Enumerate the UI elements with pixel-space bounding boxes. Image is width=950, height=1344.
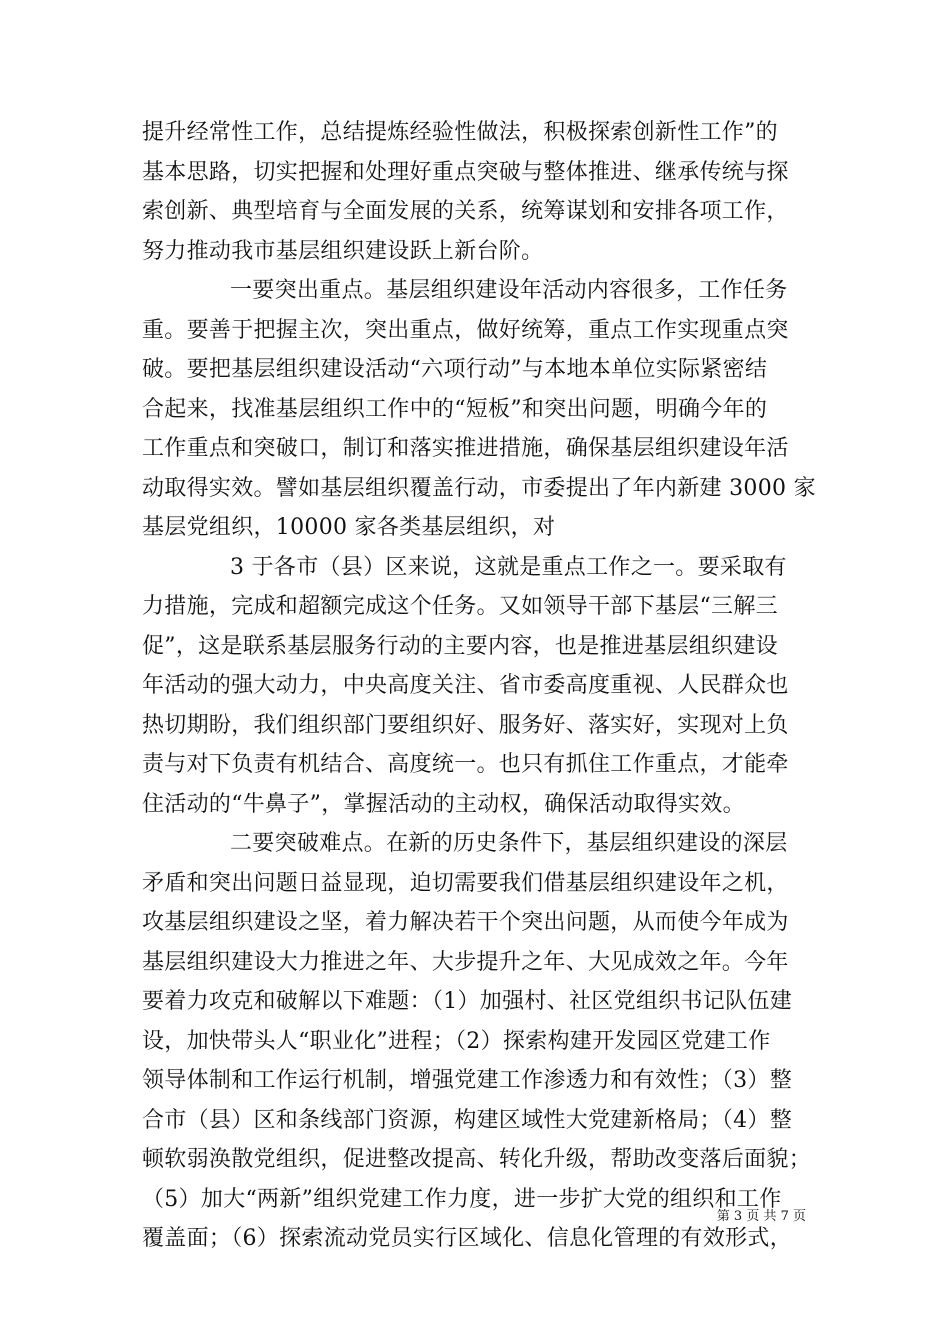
text-line: 年活动的强大动力，中央高度关注、省市委高度重视、人民群众也 [142, 673, 789, 698]
text-line: 重。要善于把握主次，突出重点，做好统筹，重点工作实现重点突 [142, 317, 789, 343]
text-line: 提升经常性工作，总结提炼经验性做法，积极探索创新性工作”的 [142, 120, 778, 145]
paragraph-first-line: 3 于各市（县）区来说，这就是重点工作之一。要采取有 [230, 554, 787, 580]
text-line: 基层党组织，10000 家各类基层组织，对 [142, 515, 556, 540]
text-line: 矛盾和突出问题日益显现，迫切需要我们借基层组织建设年之机， [142, 870, 789, 896]
text-line: 索创新、典型培育与全面发展的关系，统筹谋划和安排各项工作， [142, 199, 789, 224]
text-line: 动取得实效。譬如基层组织覆盖行动，市委提出了年内新建 3000 家 [142, 475, 816, 501]
text-line: 攻基层组织建设之坚，着力解决若干个突出问题，从而使今年成为 [142, 910, 789, 935]
text-line: 基层组织建设大力推进之年、大步提升之年、大见成效之年。今年 [142, 949, 789, 975]
paragraph-first-line: 一要突出重点。基层组织建设年活动内容很多，工作任务 [230, 278, 788, 303]
text-line: 责与对下负责有机结合、高度统一。也只有抓住工作重点，才能牵 [142, 752, 789, 777]
text-line: 顿软弱涣散党组织，促进整改提高、转化升级，帮助改变落后面貌； [142, 1147, 812, 1172]
document-body [142, 113, 816, 1259]
text-line: 促”，这是联系基层服务行动的主要内容，也是推进基层组织建设 [142, 633, 778, 659]
text-line: 覆盖面；（6）探索流动党员实行区域化、信息化管理的有效形式， [142, 1226, 792, 1251]
page-footer: 第 3 页 共 7 页 [716, 1209, 806, 1224]
text-line: 合起来，找准基层组织工作中的“短板”和突出问题，明确今年的 [142, 396, 768, 422]
paragraph-first-line: 二要突破难点。在新的历史条件下，基层组织建设的深层 [230, 831, 788, 856]
text-line: 设，加快带头人“职业化”进程；（2）探索构建开发园区党建工作 [142, 1028, 771, 1054]
text-line: 领导体制和工作运行机制，增强党建工作渗透力和有效性；（3）整 [142, 1068, 792, 1093]
text-line: （5）加大“两新”组织党建工作力度，进一步扩大党的组织和工作 [142, 1186, 782, 1212]
text-line: 热切期盼，我们组织部门要组织好、服务好、落实好，实现对上负 [142, 712, 789, 738]
text-line: 努力推动我市基层组织建设跃上新台阶。 [142, 238, 544, 264]
text-line: 合市（县）区和条线部门资源，构建区域性大党建新格局；（4）整 [142, 1107, 792, 1133]
text-line: 住活动的“牛鼻子”，掌握活动的主动权，确保活动取得实效。 [142, 791, 745, 817]
text-line: 基本思路，切实把握和处理好重点突破与整体推进、继承传统与探 [142, 159, 789, 185]
text-line: 工作重点和突破口，制订和落实推进措施，确保基层组织建设年活 [142, 436, 789, 461]
text-line: 力措施，完成和超额完成这个任务。又如领导干部下基层“三解三 [142, 594, 778, 619]
text-line: 破。要把基层组织建设活动“六项行动”与本地本单位实际紧密结 [142, 357, 768, 382]
text-line: 要着力攻克和破解以下难题：（1）加强村、社区党组织书记队伍建 [142, 989, 792, 1014]
